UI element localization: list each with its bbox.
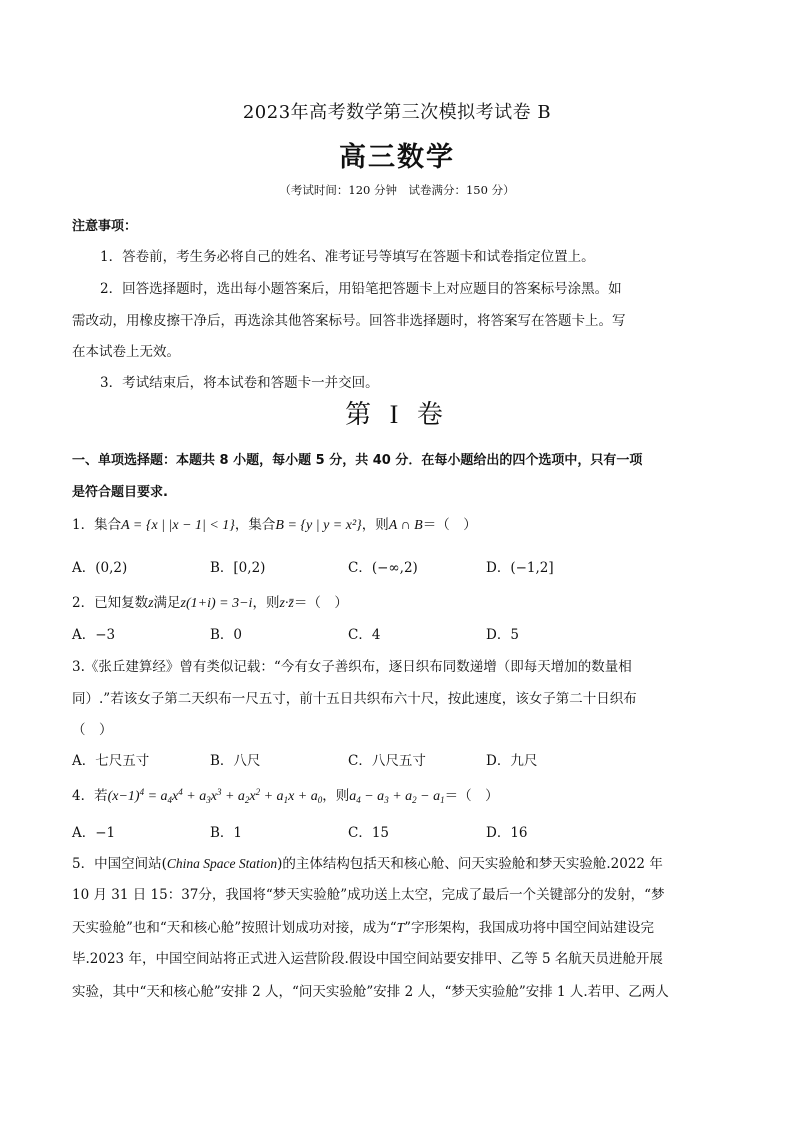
q2-blank: ＝（ ） (293, 595, 348, 611)
option-b[interactable]: B．1 (210, 825, 243, 841)
question-5-stem: 10 月 31 日 15：37分，我国将“梦天实验舱”成功送上太空，完成了最后一个关键部分的发射，“梦 (72, 887, 665, 903)
q5-text: 天实验舱”也和“天和核心舱”按照计划成功对接，成为“ (72, 920, 397, 936)
q2-text: 满足 (153, 595, 181, 611)
question-2-options (72, 629, 724, 643)
option-d[interactable]: D．16 (486, 825, 528, 841)
question-5-stem (72, 857, 724, 872)
question-3-stem: 同）.”若该女子第二天织布一尺五寸，前十五日共织布六十尺，按此速度，该女子第二十日织布 (72, 691, 637, 707)
option-c[interactable]: C．八尺五寸 (348, 753, 426, 769)
q1-set-a: A = {x | |x − 1| < 1} (121, 518, 235, 533)
notice-item: 在本试卷上无效。 (72, 344, 180, 360)
question-4-options (72, 827, 724, 841)
q2-text: ，则 (252, 595, 280, 611)
question-2-stem (72, 597, 724, 611)
subject-title: 高三数学 (339, 142, 455, 173)
q1-text: 1．集合 (72, 517, 122, 533)
question-5-stem: 实验，其中“天和核心舱”安排 2 人，“问天实验舱”安排 2 人，“梦天实验舱”安排 1 人.若甲、乙两人 (72, 984, 669, 1000)
option-a[interactable]: A．−1 (72, 825, 116, 841)
q1-text: ，则 (361, 517, 389, 533)
q2-expr: z·z̄ (279, 596, 294, 611)
notice-item: 2．回答选择题时，选出每小题答案后，用铅笔把答题卡上对应题目的答案标号涂黑。如 (100, 281, 622, 297)
section-heading: 一、单项选择题：本题共 8 小题，每小题 5 分，共 40 分．在每小题给出的四个选项中，只有一项 (72, 453, 643, 468)
q5-shape-letter: T (396, 920, 405, 935)
q4-equation: $(x-1)^4 = a_4x^4 + a_3x^3 + a_2x^2 + a_1x + a_0$ (107, 787, 323, 805)
time-info: （考试时间：120 分钟 试卷满分：150 分） (279, 183, 515, 197)
q2-equation: z(1+i) = 3−i (180, 596, 253, 611)
question-5-stem (72, 921, 724, 936)
question-4-stem (72, 787, 724, 805)
q2-var: z (148, 596, 154, 611)
q2-text: 2．已知复数 (72, 595, 149, 611)
option-a[interactable]: A．−3 (72, 627, 116, 643)
q1-set-b: B = {y | y = x²} (275, 518, 362, 533)
q5-text: ”字形架构，我国成功将中国空间站建设完 (404, 920, 655, 936)
notice-item: 3．考试结束后，将本试卷和答题卡一并交回。 (100, 375, 379, 391)
question-5-stem: 毕.2023 年，中国空间站将正式进入运营阶段.假设中国空间站要安排甲、乙等 5 名航天员进舱开展 (72, 951, 663, 967)
option-d[interactable]: D．5 (486, 627, 519, 643)
q5-english-name: China Space Station (166, 856, 278, 871)
option-a[interactable]: A．(0,2) (72, 560, 128, 576)
question-1-options (72, 562, 724, 576)
q4-expr: $a_4 - a_3 + a_2 - a_1$ (349, 789, 445, 805)
option-b[interactable]: B．八尺 (210, 753, 261, 769)
q5-text: )的主体结构包括天和核心舱、问天实验舱和梦天实验舱.2022 年 (277, 856, 663, 872)
option-a[interactable]: A．七尺五寸 (72, 753, 150, 769)
notice-item: 需改动，用橡皮擦干净后，再选涂其他答案标号。回答非选择题时，将答案写在答题卡上。写 (72, 313, 626, 329)
option-b[interactable]: B．[0,2) (210, 560, 266, 576)
exam-title: 2023年高考数学第三次模拟考试卷 B (242, 102, 552, 123)
question-3-stem: （ ） (72, 722, 113, 738)
option-c[interactable]: C．15 (348, 825, 390, 841)
notice-item: 1．答卷前，考生务必将自己的姓名、准考证号等填写在答题卡和试卷指定位置上。 (100, 249, 595, 265)
option-b[interactable]: B．0 (210, 627, 243, 643)
section-heading: 是符合题目要求. (72, 485, 168, 500)
q1-expr: A ∩ B (388, 518, 423, 533)
question-1-stem (72, 519, 724, 533)
option-d[interactable]: D．(−1,2] (486, 560, 554, 576)
q1-text: ，集合 (234, 517, 276, 533)
q4-text: ，则 (322, 788, 350, 804)
q4-text: 4．若 (72, 788, 108, 804)
option-c[interactable]: C．4 (348, 627, 381, 643)
question-3-stem: 3.《张丘建算经》曾有类似记载：“今有女子善织布，逐日织布同数递增（即每天增加的数量相 (72, 659, 632, 675)
q5-text: 5．中国空间站( (72, 856, 167, 872)
volume-heading: 第 I 卷 (345, 400, 449, 429)
question-3-options (72, 755, 724, 769)
option-d[interactable]: D．九尺 (486, 753, 538, 769)
q4-blank: ＝（ ） (444, 788, 499, 804)
q1-blank: ＝（ ） (422, 517, 477, 533)
option-c[interactable]: C．(−∞,2) (348, 560, 418, 576)
notice-heading: 注意事项： (72, 219, 138, 234)
